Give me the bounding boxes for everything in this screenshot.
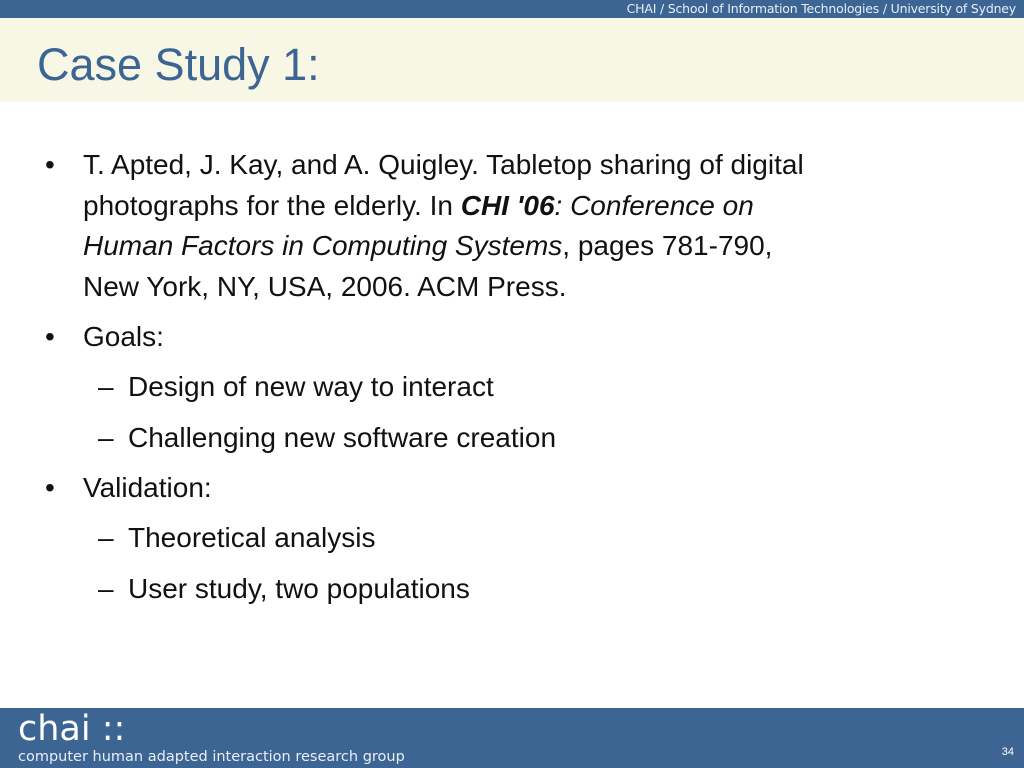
dash-mark: – xyxy=(98,573,114,604)
title-band xyxy=(0,18,1024,102)
dash-mark: – xyxy=(98,422,114,453)
conference-title-start: : Conference on xyxy=(554,189,754,221)
footer-bar xyxy=(0,708,1024,768)
bullet-reference xyxy=(45,145,804,307)
top-bar xyxy=(0,0,1024,18)
validation-item xyxy=(98,569,470,609)
goals-item-text: Design of new way to interact xyxy=(128,371,494,402)
bullet-mark: • xyxy=(45,472,55,503)
bullet-goals xyxy=(45,317,164,358)
goals-item-text: Challenging new software creation xyxy=(128,422,557,453)
bullet-validation xyxy=(45,468,212,509)
chai-logo: chai :: xyxy=(18,709,126,749)
validation-item xyxy=(98,518,376,558)
goals-item xyxy=(98,367,494,407)
conference-name: CHI '06 xyxy=(460,189,555,221)
conference-title-end: Human Factors in Computing Systems xyxy=(83,230,563,261)
validation-label: Validation: xyxy=(83,472,212,503)
affiliation-text: CHAI / School of Information Technologies / University of Sydney xyxy=(626,1,1016,16)
bullet-mark: • xyxy=(45,321,55,352)
slide-content xyxy=(0,102,1024,708)
goals-item xyxy=(98,418,557,458)
dash-mark: – xyxy=(98,371,114,402)
group-name: computer human adapted interaction research group xyxy=(18,749,405,765)
reference-line-2-pre: photographs for the elderly. In xyxy=(83,189,461,221)
page-number: 34 xyxy=(1001,746,1014,758)
goals-label: Goals: xyxy=(83,321,164,352)
validation-item-text: User study, two populations xyxy=(128,573,470,604)
reference-pages: , pages 781-790, xyxy=(562,230,773,261)
validation-item-text: Theoretical analysis xyxy=(128,522,376,553)
slide-title: Case Study 1: xyxy=(37,39,320,90)
reference-line-4: New York, NY, USA, 2006. ACM Press. xyxy=(83,270,567,302)
reference-line-3 xyxy=(83,226,804,267)
bullet-mark: • xyxy=(45,149,55,180)
reference-line-2 xyxy=(83,186,804,227)
dash-mark: – xyxy=(98,522,114,553)
reference-line-1: T. Apted, J. Kay, and A. Quigley. Tabletop sharing of digital xyxy=(83,149,804,180)
